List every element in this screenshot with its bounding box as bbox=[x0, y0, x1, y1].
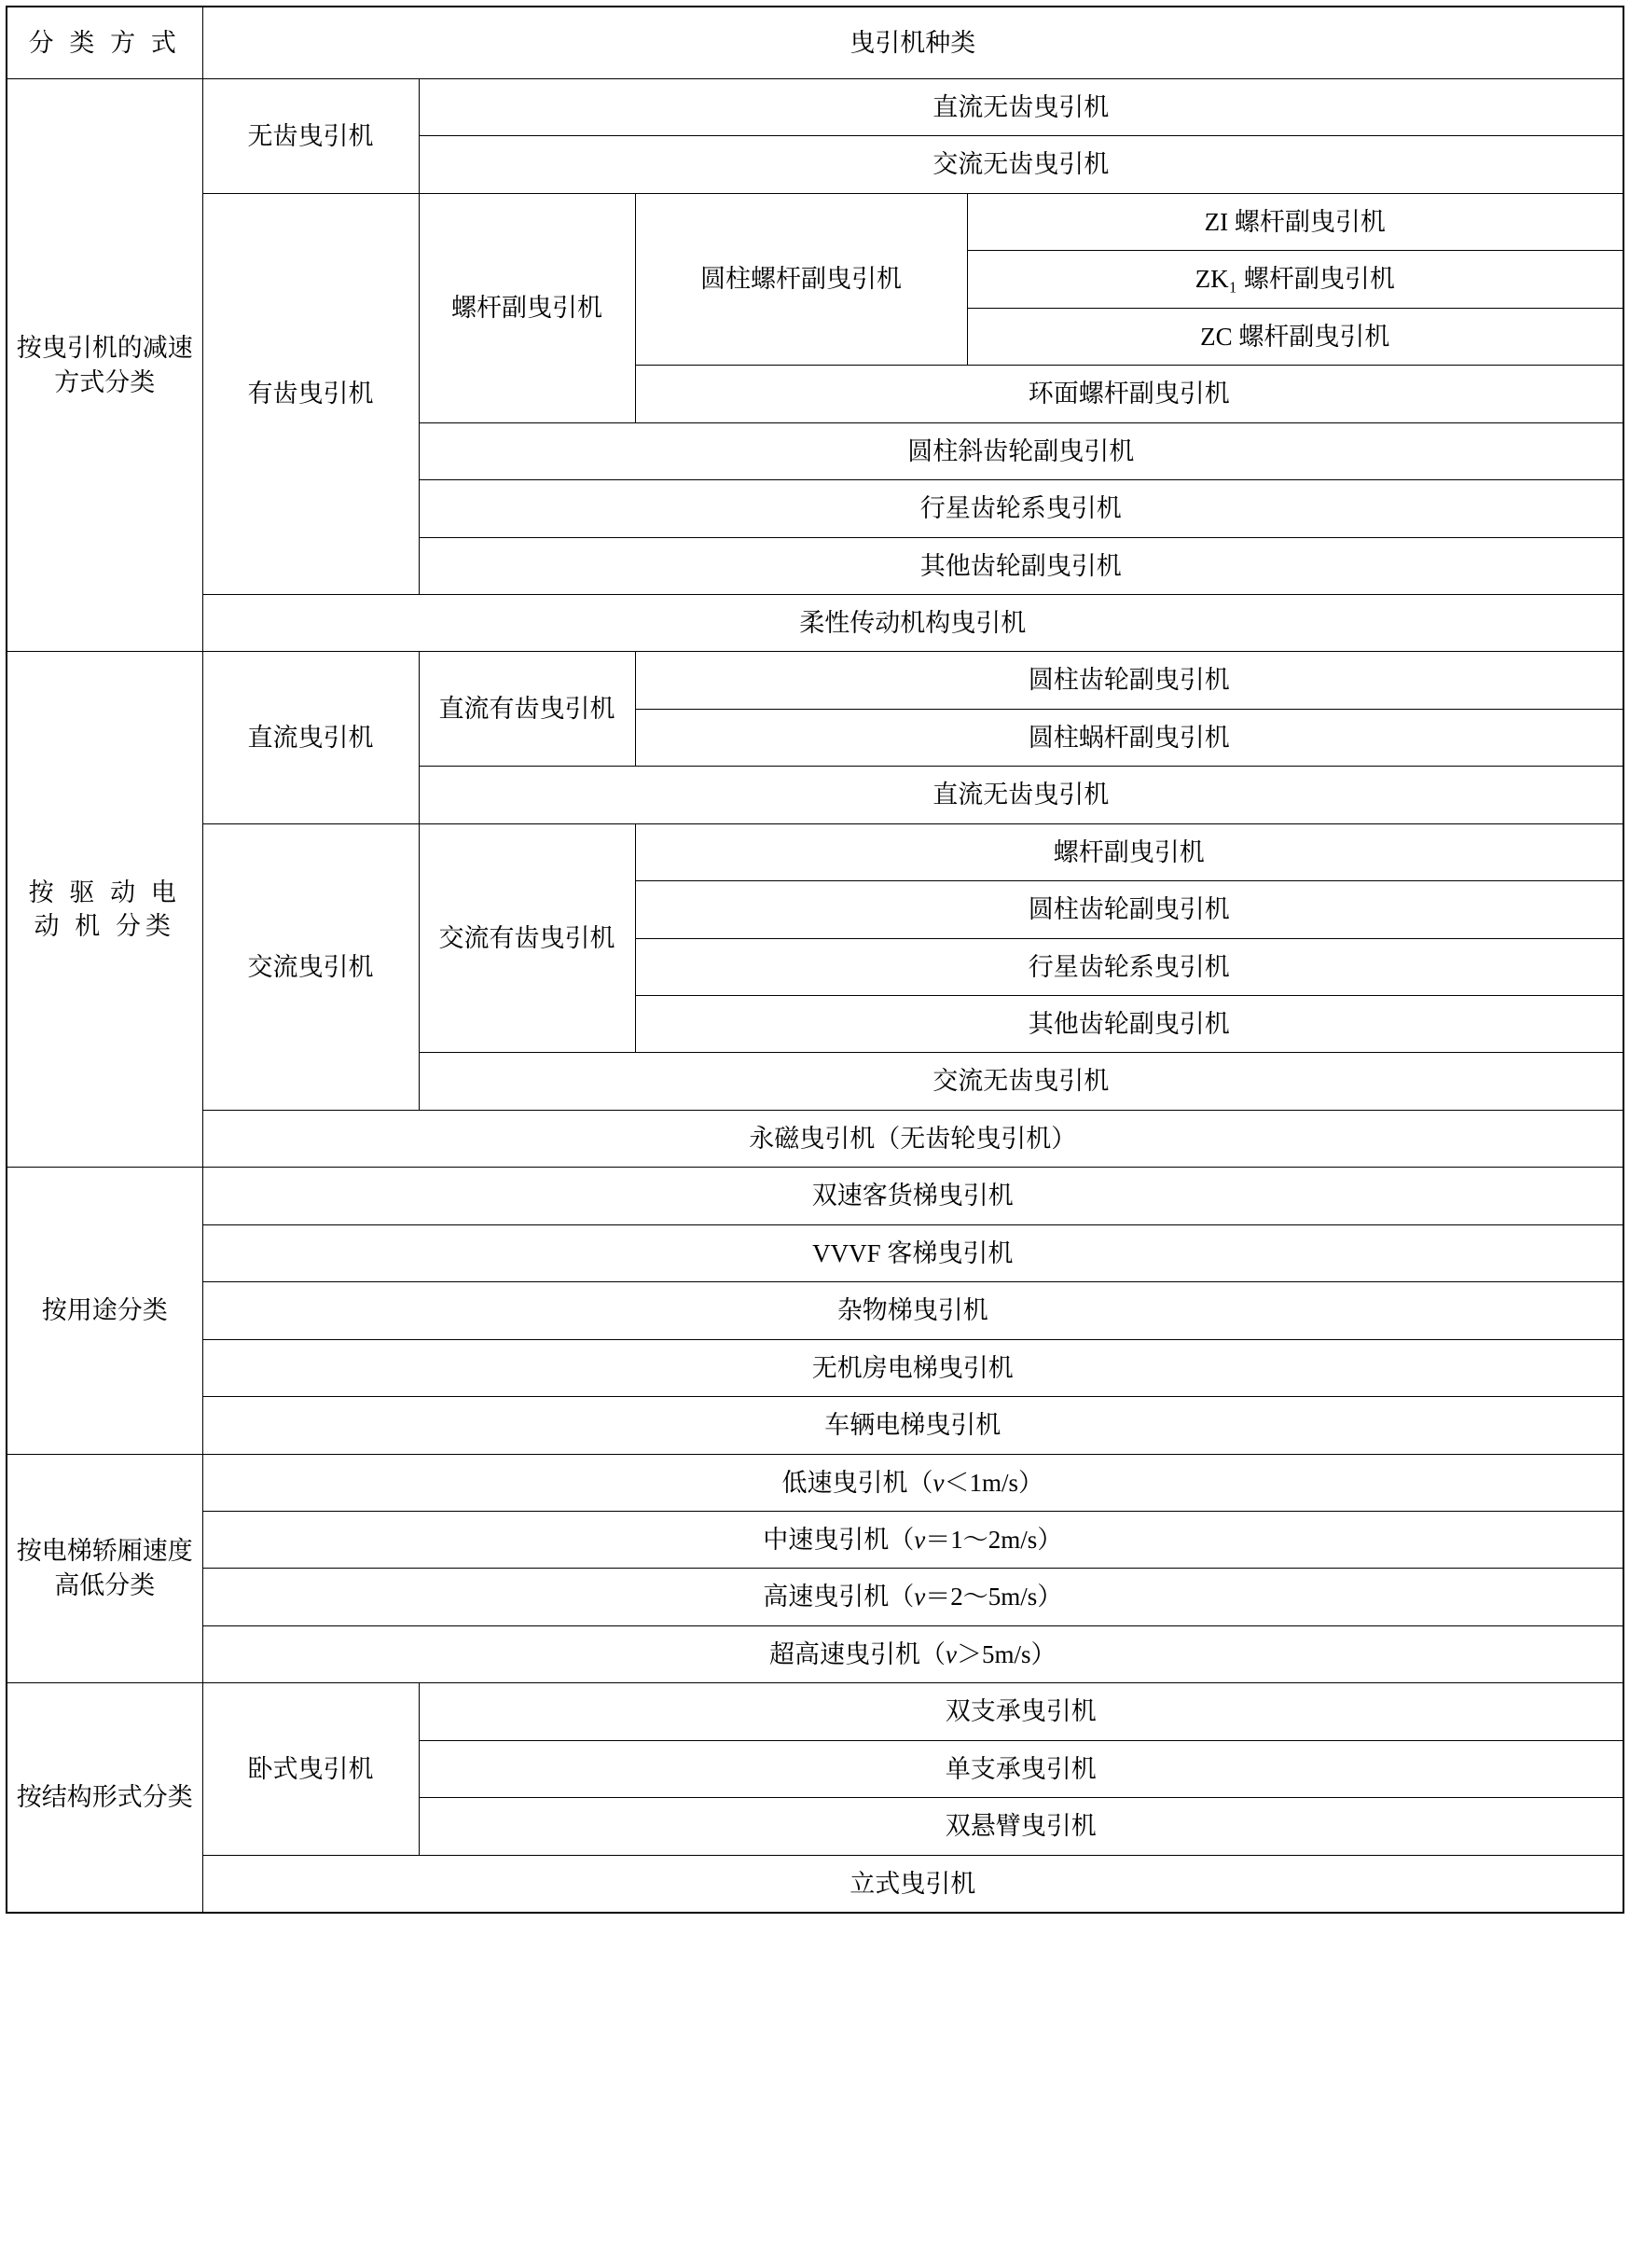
leaf-planetary-gear-machine-ac: 行星齿轮系曳引机 bbox=[635, 938, 1623, 995]
leaf-other-gear-pair-machine-ac: 其他齿轮副曳引机 bbox=[635, 996, 1623, 1053]
level3-ac-geared-machine: 交流有齿曳引机 bbox=[419, 823, 635, 1053]
leaf-screw-pair-machine-ac: 螺杆副曳引机 bbox=[635, 823, 1623, 880]
table-row bbox=[7, 1625, 1623, 1682]
table-header-row bbox=[7, 7, 1623, 79]
leaf-cylindrical-gear-pair-machine-ac: 圆柱齿轮副曳引机 bbox=[635, 881, 1623, 938]
table-row bbox=[7, 1397, 1623, 1454]
leaf-cylindrical-helical-gear-machine: 圆柱斜齿轮副曳引机 bbox=[419, 422, 1623, 479]
leaf-low-speed-machine: 低速曳引机（v＜1m/s） bbox=[202, 1454, 1623, 1511]
level2-ac-machine: 交流曳引机 bbox=[202, 823, 419, 1110]
table-row bbox=[7, 1454, 1623, 1511]
level2-dc-machine: 直流曳引机 bbox=[202, 652, 419, 823]
leaf-double-cantilever-machine: 双悬臂曳引机 bbox=[419, 1798, 1623, 1855]
leaf-toroidal-screw-pair-machine: 环面螺杆副曳引机 bbox=[635, 366, 1623, 422]
leaf-zi-screw-pair-machine: ZI 螺杆副曳引机 bbox=[967, 193, 1623, 250]
leaf-machine-room-less-machine: 无机房电梯曳引机 bbox=[202, 1339, 1623, 1396]
leaf-dc-gearless-machine-2: 直流无齿曳引机 bbox=[419, 767, 1623, 823]
leaf-medium-speed-machine: 中速曳引机（v＝1～2m/s） bbox=[202, 1511, 1623, 1568]
table-row bbox=[7, 79, 1623, 136]
leaf-double-support-machine: 双支承曳引机 bbox=[419, 1683, 1623, 1740]
leaf-vehicle-elevator-machine: 车辆电梯曳引机 bbox=[202, 1397, 1623, 1454]
table-row bbox=[7, 1855, 1623, 1913]
category-cell-by-reduction-method: 按曳引机的减速方式分类 bbox=[7, 79, 202, 652]
table-row bbox=[7, 1339, 1623, 1396]
leaf-permanent-magnet-machine: 永磁曳引机（无齿轮曳引机） bbox=[202, 1110, 1623, 1167]
leaf-ac-gearless-machine-2: 交流无齿曳引机 bbox=[419, 1053, 1623, 1110]
leaf-cylindrical-gear-pair-machine-dc: 圆柱齿轮副曳引机 bbox=[635, 652, 1623, 709]
leaf-planetary-gear-machine: 行星齿轮系曳引机 bbox=[419, 480, 1623, 537]
table-row bbox=[7, 1224, 1623, 1281]
leaf-flexible-drive-machine: 柔性传动机构曳引机 bbox=[202, 594, 1623, 651]
header-cell-machine-types: 曳引机种类 bbox=[202, 7, 1623, 79]
level2-geared-machine: 有齿曳引机 bbox=[202, 193, 419, 594]
leaf-high-speed-machine: 高速曳引机（v＝2～5m/s） bbox=[202, 1569, 1623, 1625]
category-cell-by-drive-motor: 按 驱 动 电 动 机 分类 bbox=[7, 652, 202, 1168]
leaf-two-speed-passenger-freight-machine: 双速客货梯曳引机 bbox=[202, 1168, 1623, 1224]
leaf-vvvf-passenger-machine: VVVF 客梯曳引机 bbox=[202, 1224, 1623, 1281]
level2-horizontal-machine: 卧式曳引机 bbox=[202, 1683, 419, 1855]
table-row bbox=[7, 1683, 1623, 1740]
level3-dc-geared-machine: 直流有齿曳引机 bbox=[419, 652, 635, 767]
leaf-single-support-machine: 单支承曳引机 bbox=[419, 1740, 1623, 1797]
leaf-ac-gearless-machine: 交流无齿曳引机 bbox=[419, 136, 1623, 193]
category-cell-by-application: 按用途分类 bbox=[7, 1168, 202, 1454]
table-row bbox=[7, 652, 1623, 709]
traction-machine-classification-table bbox=[6, 6, 1624, 1914]
header-cell-classification-method: 分 类 方 式 bbox=[7, 7, 202, 79]
leaf-dc-gearless-machine: 直流无齿曳引机 bbox=[419, 79, 1623, 136]
table-row bbox=[7, 1569, 1623, 1625]
table-row bbox=[7, 1511, 1623, 1568]
leaf-dumbwaiter-machine: 杂物梯曳引机 bbox=[202, 1282, 1623, 1339]
table-row bbox=[7, 1168, 1623, 1224]
leaf-vertical-machine: 立式曳引机 bbox=[202, 1855, 1623, 1913]
table-row bbox=[7, 1110, 1623, 1167]
leaf-zc-screw-pair-machine: ZC 螺杆副曳引机 bbox=[967, 308, 1623, 365]
table-row bbox=[7, 823, 1623, 880]
level3-screw-pair-machine: 螺杆副曳引机 bbox=[419, 193, 635, 422]
leaf-zk1-screw-pair-machine: ZK₁ 螺杆副曳引机 bbox=[967, 251, 1623, 308]
leaf-other-gear-pair-machine: 其他齿轮副曳引机 bbox=[419, 537, 1623, 594]
leaf-ultra-high-speed-machine: 超高速曳引机（v＞5m/s） bbox=[202, 1625, 1623, 1682]
leaf-cylindrical-worm-pair-machine: 圆柱蜗杆副曳引机 bbox=[635, 709, 1623, 766]
table-row bbox=[7, 594, 1623, 651]
category-cell-by-structure: 按结构形式分类 bbox=[7, 1683, 202, 1913]
level4-cylindrical-screw-pair-machine: 圆柱螺杆副曳引机 bbox=[635, 193, 967, 365]
level2-gearless-machine: 无齿曳引机 bbox=[202, 79, 419, 194]
document-page bbox=[0, 6, 1630, 1914]
category-cell-by-car-speed: 按电梯轿厢速度高低分类 bbox=[7, 1454, 202, 1683]
table-row bbox=[7, 193, 1623, 250]
table-row bbox=[7, 1282, 1623, 1339]
